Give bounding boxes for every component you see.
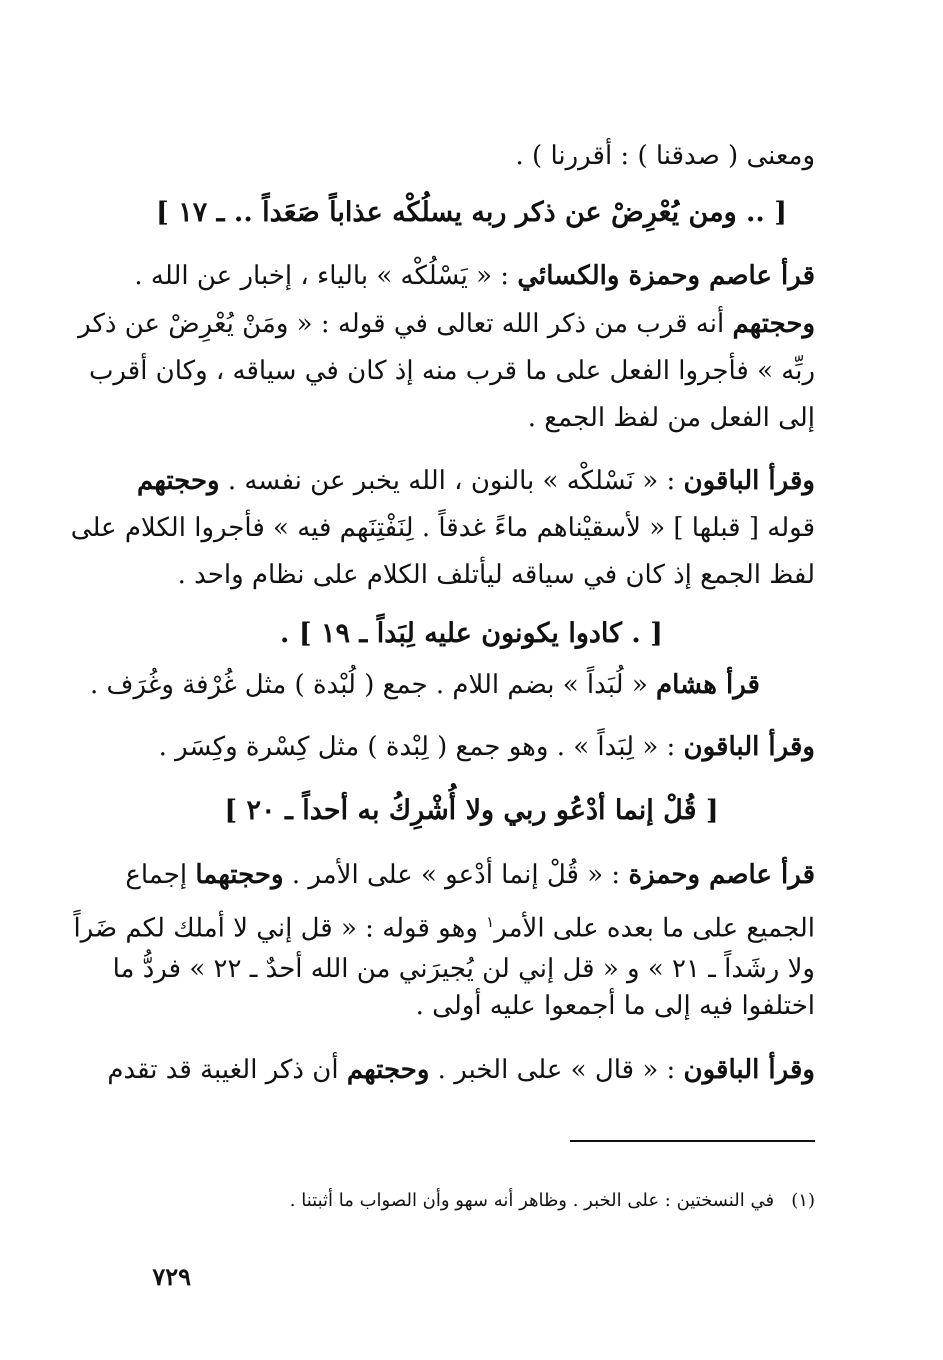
text-segment: إجماع [125,860,196,890]
bold-segment: قرأ هشام [656,670,760,700]
text-line [107,1047,815,1093]
text-segment: اختلفوا فيه إلى ما أجمعوا عليه أولى . [415,991,815,1021]
text-line [73,899,815,952]
bold-segment: وقرأ الباقون [683,466,815,496]
text-segment: لفظ الجمع إذ كان في سياقه ليأتلف الكلام على نظام واحد . [177,560,815,590]
text-segment: الجميع على ما بعده على الأمر [494,913,815,944]
text-line [134,253,815,299]
text-segment: إلى الفعل من لفظ الجمع . [527,403,815,433]
text-segment: : « قال » على الخبر . [429,1055,684,1085]
text-segment: ومعنى ( صدقنا ) : أقررنا ) . [515,141,815,171]
footnote-ref: ١ [486,913,495,931]
text-line [70,505,815,551]
text-segment: [ .. ومن يُعْرِضْ عن ذكر ربه يسلُكْه عذاباً صَعَداً .. ـ ١٧ ] [156,197,787,228]
footnote-text: في النسختين : على الخبر . وظاهر أنه سهو وأن الصواب ما أثبتنا . [289,1190,775,1211]
bold-segment: وحجتهما [195,860,284,890]
text-segment: « لُبَداً » بضم اللام . جمع ( لُبْدة ) مثل غُرْفة وغُرَف . [89,670,657,700]
text-segment: ربِّه » فأجروا الفعل على ما قرب منه إذ كان في سياقه ، وكان أقرب [88,356,815,386]
footnote [140,1186,815,1216]
text-segment: : « نَسْلكْه » بالنون ، الله يخبر عن نفسه . [219,466,684,496]
bold-segment: وقرأ الباقون [683,1055,815,1085]
bold-segment: وحجتهم [137,466,220,496]
verse-heading [0,788,943,834]
bold-segment: قرأ عاصم وحمزة [628,860,815,890]
page-number: ٧٢٩ [152,1262,191,1291]
text-segment: أن ذكر الغيبة قد تقدم [107,1055,347,1085]
bold-segment: قرأ عاصم وحمزة والكسائي [517,261,815,291]
text-line [89,662,760,708]
bold-segment: وقرأ الباقون [683,732,815,762]
footnote-marker: (١) [791,1190,815,1211]
verse-heading [0,611,943,657]
bold-segment: وحجتهم [346,1055,430,1085]
text-segment: قوله [ قبلها ] « لأسقيْناهم ماءً غدقاً . لِنَفْتِنَهم فيه » فأجروا الكلام على [70,513,815,543]
text-line [140,552,815,598]
text-line [125,852,815,898]
text-line [140,133,815,179]
verse-heading [0,190,943,236]
text-line [140,724,815,770]
text-line [88,348,815,394]
text-segment: : « قُلْ إنما أدْعو » على الأمر . [283,860,629,890]
text-segment: أنه قرب من ذكر الله تعالى في قوله : « ومَنْ يُعْرِضْ عن ذكر [78,309,733,339]
text-segment: : « لِبَداً » . وهو جمع ( لِبْدة ) مثل كِسْرة وكِسَر . [158,732,684,762]
text-line [137,458,815,504]
text-segment: وهو قوله : « قل إني لا أملك لكم ضَراً [73,913,487,944]
text-line [140,395,815,441]
footnote-divider [570,1140,815,1142]
text-segment: [ قُلْ إنما أدْعُو ربي ولا أُشْرِكُ به أحداً ـ ٢٠ ] [224,795,719,826]
text-line [78,301,815,347]
text-segment: ولا رشَداً ـ ٢١ » و « قل إني لن يُجيرَني من الله أحدٌ ـ ٢٢ » فردُّ ما [112,954,815,984]
bold-segment: وحجتهم [732,309,815,339]
text-segment: : « يَسْلُكْه » بالياء ، إخبار عن الله . [134,261,518,291]
text-line [140,983,815,1029]
text-segment: [ . كادوا يكونون عليه لِبَداً ـ ١٩ ] . [280,618,663,649]
